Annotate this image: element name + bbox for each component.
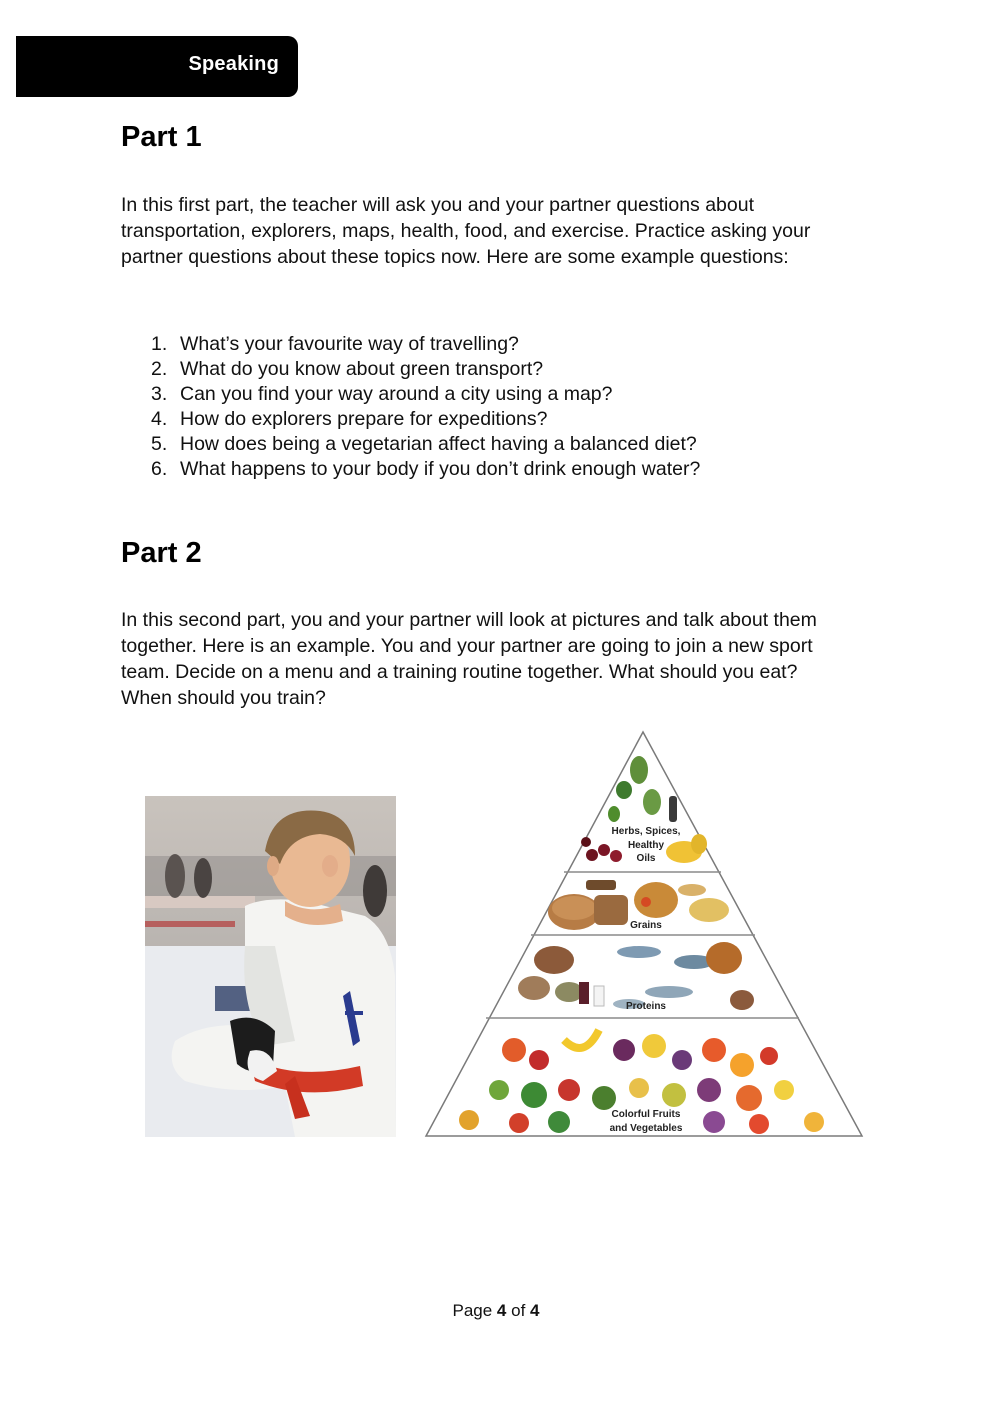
tier-label-fruits-line1: Colorful Fruits (611, 1109, 681, 1120)
tier-label-proteins: Proteins (625, 1001, 667, 1012)
tier-label-grains: Grains (630, 920, 662, 931)
food-pyramid (424, 730, 864, 1140)
tier-label-fruits-line2: and Vegetables (609, 1123, 683, 1134)
part1-heading: Part 1 (121, 121, 202, 153)
question-item: 2. What do you know about green transport? (151, 358, 544, 380)
tier-label-herbs-line3: Oils (636, 853, 656, 864)
question-item: 1. What’s your favourite way of travelling? (151, 333, 519, 355)
footer-of-word: of (511, 1301, 526, 1320)
footer-page-number: 4 (496, 1301, 507, 1320)
tier-label-herbs-line2: Healthy (627, 840, 665, 851)
footer-page-word: Page (452, 1301, 493, 1320)
part2-intro: In this second part, you and your partner will look at pictures and talk about them together. Here is an example. You and your partner are going to join a new sport team. Decide on a menu and a training routine together. What should you eat? When should you train? (121, 609, 817, 709)
section-tab-label: Speaking (188, 53, 279, 75)
question-item: 6. What happens to your body if you don’t drink enough water? (151, 458, 701, 480)
question-item: 3. Can you find your way around a city using a map? (151, 383, 613, 405)
question-list (151, 332, 700, 482)
section-tab (16, 36, 298, 97)
question-item: 5. How does being a vegetarian affect having a balanced diet? (151, 433, 697, 455)
tier-label-herbs-line1: Herbs, Spices, (611, 826, 681, 837)
part2-heading: Part 2 (121, 537, 202, 569)
karate-boy-photo (145, 796, 396, 1137)
part1-intro: In this first part, the teacher will ask you and your partner questions about transportation, explorers, maps, health, food, and exercise. Practice asking your partner questions about these topics now. Here are some example questions: (121, 194, 811, 268)
footer-page-total: 4 (530, 1301, 540, 1320)
question-item: 4. How do explorers prepare for expeditions? (151, 408, 548, 430)
page-footer (0, 1301, 992, 1321)
